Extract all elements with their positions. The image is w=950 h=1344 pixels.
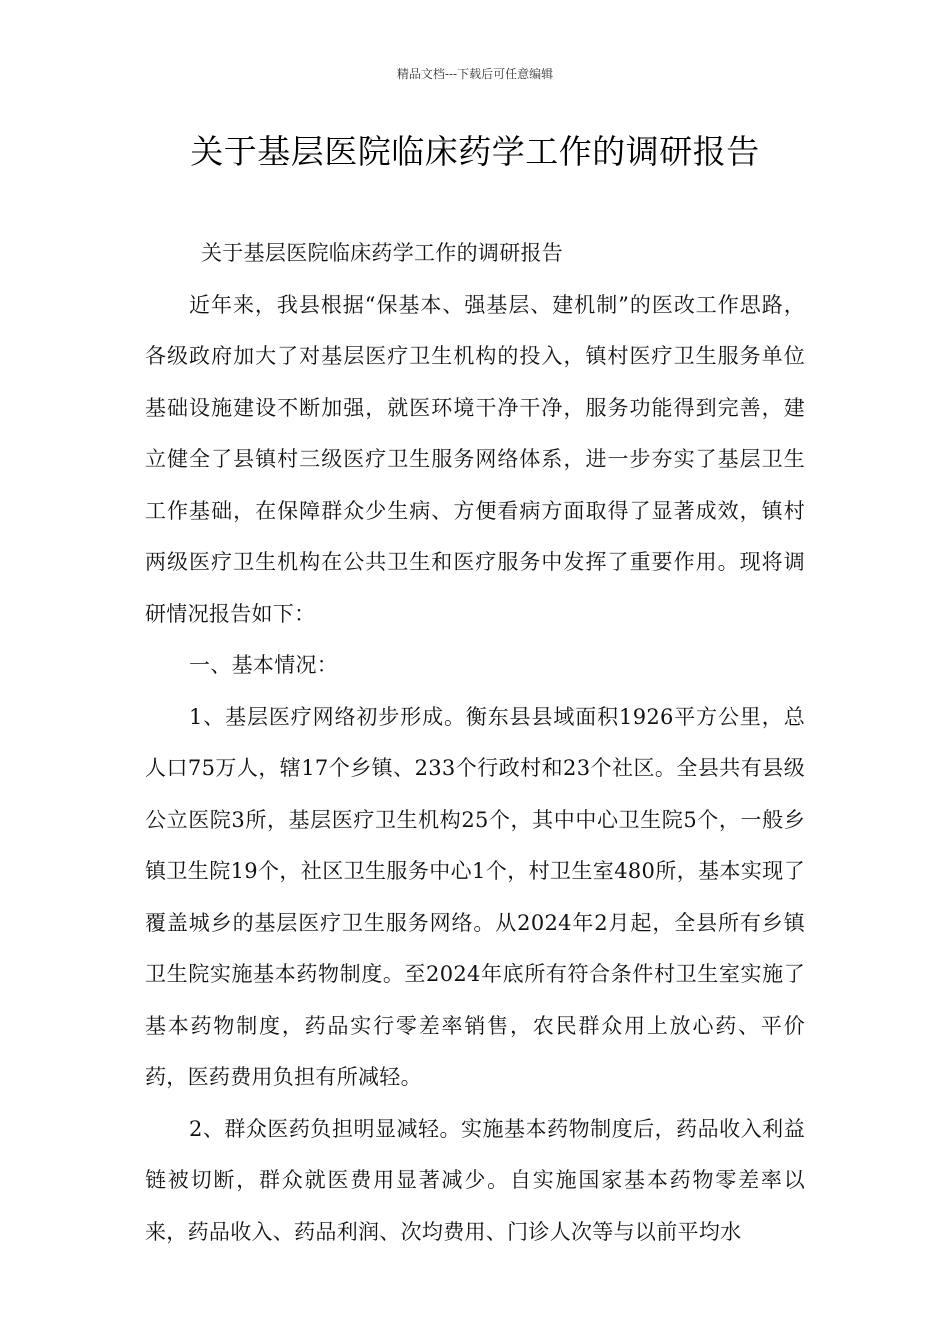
- document-body: [145, 228, 805, 1258]
- paragraph-item-1: 1、基层医疗网络初步形成。衡东县县域面积1926平方公里，总人口75万人，辖17个乡镇、233个行政村和23个社区。全县共有县级公立医院3所，基层医疗卫生机构25个，其中中心卫生院5个，一般乡镇卫生院19个，社区卫生服务中心1个，村卫生室480所，基本实现了覆盖城乡的基层医疗卫生服务网络。从2024年2月起，全县所有乡镇卫生院实施基本药物制度。至2024年底所有符合条件村卫生室实施了基本药物制度，药品实行零差率销售，农民群众用上放心药、平价药，医药费用负担有所减轻。: [145, 704, 805, 1089]
- paragraph-intro: 近年来，我县根据“保基本、强基层、建机制”的医改工作思路，各级政府加大了对基层医疗卫生机构的投入，镇村医疗卫生服务单位基础设施建设不断加强，就医环境干净干净，服务功能得到完善，建立健全了县镇村三级医疗卫生服务网络体系，进一步夯实了基层卫生工作基础，在保障群众少生病、方便看病方面取得了显著成效，镇村两级医疗卫生机构在公共卫生和医疗服务中发挥了重要作用。现将调研情况报告如下：: [145, 292, 805, 626]
- document-title: 关于基层医院临床药学工作的调研报告: [190, 132, 760, 171]
- page-header-note: 精品文档---下载后可任意编辑: [396, 67, 554, 81]
- paragraph-subtitle: 关于基层医院临床药学工作的调研报告: [201, 241, 564, 265]
- section-heading-basic-situation: 一、基本情况：: [189, 653, 339, 677]
- paragraph-item-2: 2、群众医药负担明显减轻。实施基本药物制度后，药品收入利益链被切断，群众就医费用显著减少。自实施国家基本药物零差率以来，药品收入、药品利润、次均费用、门诊人次等与以前平均水: [145, 1116, 805, 1244]
